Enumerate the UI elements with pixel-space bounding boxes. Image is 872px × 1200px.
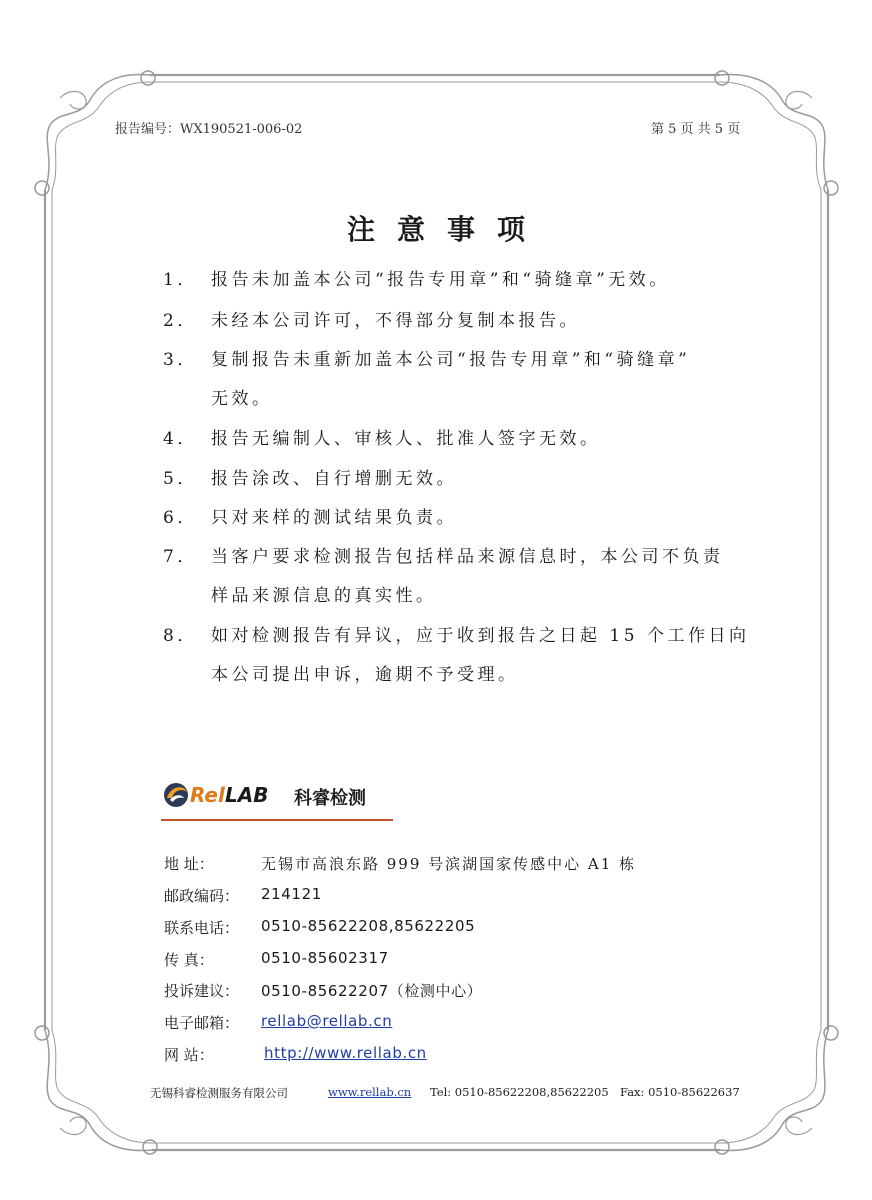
postcode-label: 邮政编码： — [164, 887, 240, 905]
notice-text: 报告未加盖本公司“报告专用章”和“骑缝章”无效。 — [211, 270, 670, 290]
page-title: 注意事项 — [346, 213, 547, 246]
footer-company: 无锡科睿检测服务有限公司 — [150, 1086, 288, 1100]
page-indicator: 第 5 页 共 5 页 — [651, 122, 741, 137]
brand-divider — [161, 819, 393, 821]
address-value: 无锡市高浪东路 999 号滨湖国家传感中心 A1 栋 — [261, 855, 637, 873]
swirl-icon — [164, 783, 188, 807]
address-label: 地 址： — [164, 855, 214, 873]
complaint-label: 投诉建议： — [164, 982, 240, 1000]
fax-label: 传 真： — [164, 951, 214, 969]
footer-web-link[interactable]: www.rellab.cn — [328, 1085, 412, 1099]
fax-value: 0510-85602317 — [261, 949, 389, 967]
notice-text: 如对检测报告有异议，应于收到报告之日起 15 个工作日向 — [211, 626, 750, 646]
email-link[interactable]: rellab@rellab.cn — [261, 1012, 393, 1030]
notice-text: 样品来源信息的真实性。 — [211, 586, 437, 606]
notice-number: 8． — [163, 626, 198, 646]
phone-label: 联系电话： — [164, 919, 240, 937]
notice-text: 复制报告未重新加盖本公司“报告专用章”和“骑缝章” — [211, 350, 691, 370]
phone-value: 0510-85622208,85622205 — [261, 917, 476, 935]
logo-lab-text: LAB — [225, 783, 269, 807]
notice-text: 报告涂改、自行增删无效。 — [211, 469, 457, 489]
notice-text: 当客户要求检测报告包括样品来源信息时，本公司不负责 — [211, 547, 724, 567]
footer-fax: Fax: 0510-85622637 — [620, 1085, 740, 1099]
postcode-value: 214121 — [261, 885, 322, 903]
notice-text: 未经本公司许可，不得部分复制本报告。 — [211, 311, 580, 331]
notice-number: 6． — [163, 508, 198, 528]
report-number: 报告编号：WX190521-006-02 — [115, 122, 303, 137]
email-label: 电子邮箱： — [164, 1014, 240, 1032]
logo-rel-text: Rel — [190, 783, 225, 807]
notice-text: 本公司提出申诉，逾期不予受理。 — [211, 665, 519, 685]
notice-number: 7． — [163, 547, 198, 567]
notice-number: 2． — [163, 311, 198, 331]
notice-text: 无效。 — [211, 389, 273, 409]
notice-number: 1． — [163, 270, 198, 290]
complaint-value: 0510-85622207（检测中心） — [261, 982, 483, 1000]
notice-text: 报告无编制人、审核人、批准人签字无效。 — [211, 429, 601, 449]
notice-number: 4． — [163, 429, 198, 449]
rellab-logo — [162, 778, 422, 810]
notice-text: 只对来样的测试结果负责。 — [211, 508, 457, 528]
notice-number: 5． — [163, 469, 198, 489]
website-link[interactable]: http://www.rellab.cn — [264, 1044, 427, 1062]
website-label: 网 站： — [164, 1046, 214, 1064]
brand-name-cn: 科睿检测 — [294, 788, 366, 809]
footer-tel: Tel: 0510-85622208,85622205 — [430, 1085, 609, 1099]
notice-number: 3． — [163, 350, 198, 370]
